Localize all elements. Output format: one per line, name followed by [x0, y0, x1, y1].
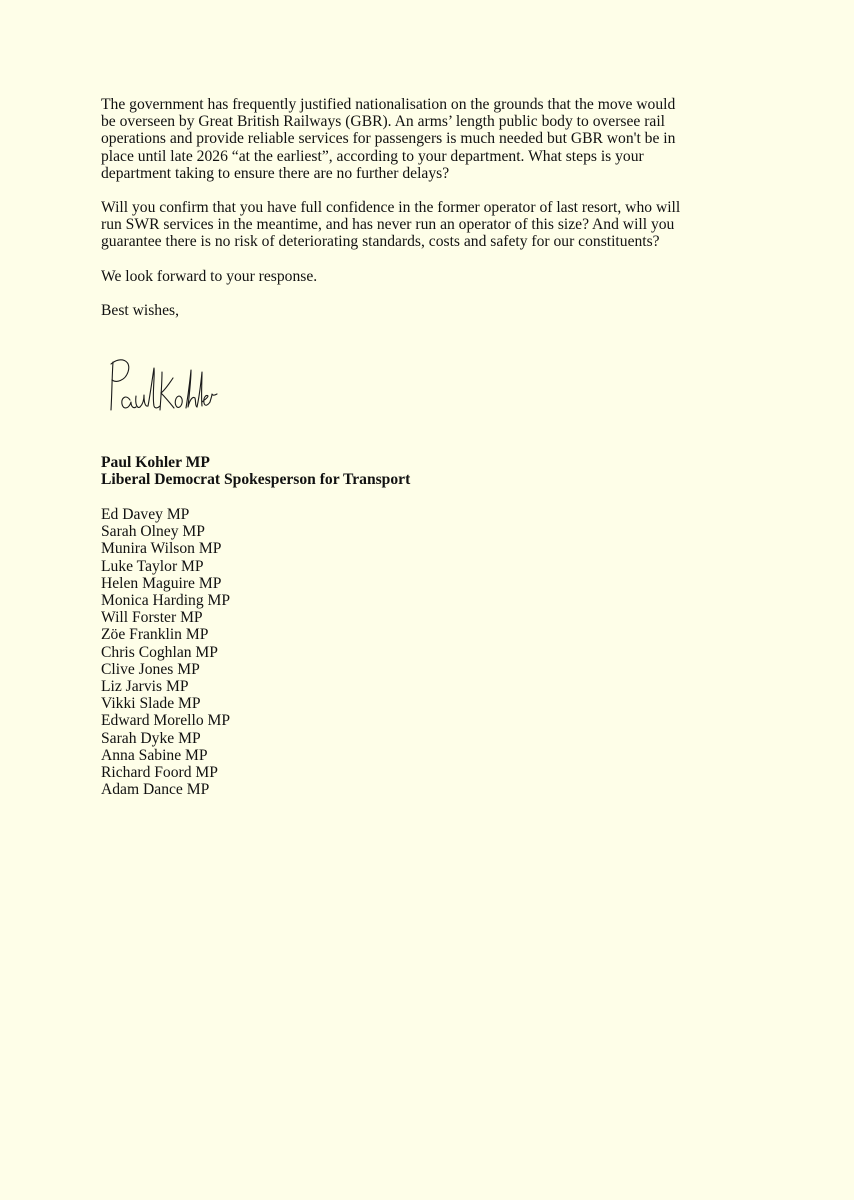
cosigner: Adam Dance MP [101, 781, 210, 799]
cosigner: Sarah Olney MP [101, 523, 205, 541]
cosigner: Helen Maguire MP [101, 574, 222, 592]
handwritten-signature [104, 352, 224, 420]
paragraph-line: department taking to ensure there are no further delays? [101, 164, 450, 182]
paragraph-line: The government has frequently justified nationalisation on the grounds that the move would [101, 96, 676, 113]
cosigner: Sarah Dyke MP [101, 729, 201, 747]
cosigner: Liz Jarvis MP [101, 678, 189, 696]
cosigner: Munira Wilson MP [101, 540, 222, 558]
paragraph-line: run SWR services in the meantime, and has never run an operator of this size? And will you [101, 216, 675, 234]
signer-name: Paul Kohler MP [101, 454, 210, 471]
cosigner: Richard Foord MP [101, 764, 218, 782]
paragraph-line: be overseen by Great British Railways (GBR). An arms’ length public body to oversee rail [101, 113, 665, 131]
signer-title: Liberal Democrat Spokesperson for Transport [101, 471, 411, 489]
paragraph-line: Will you confirm that you have full confidence in the former operator of last resort, who will [101, 199, 681, 217]
cosigner: Will Forster MP [101, 609, 203, 627]
paragraph-gbr-delays [101, 96, 761, 182]
paragraph-line: operations and provide reliable services for passengers is much needed but GBR won't be in [101, 130, 676, 148]
paragraph-operator-confidence [101, 199, 761, 251]
cosigner: Clive Jones MP [101, 660, 200, 678]
signer-block [101, 454, 410, 488]
paragraph-response [101, 268, 761, 285]
cosigner: Zöe Franklin MP [101, 626, 209, 644]
cosigner: Ed Davey MP [101, 506, 190, 523]
cosigner: Chris Coghlan MP [101, 643, 218, 661]
letter-body [101, 96, 761, 319]
cosigner: Vikki Slade MP [101, 695, 201, 713]
closing-salutation: Best wishes, [101, 301, 179, 319]
cosigner: Monica Harding MP [101, 592, 231, 610]
paragraph-line: place until late 2026 “at the earliest”, according to your department. What steps is your [101, 147, 644, 165]
cosigner: Edward Morello MP [101, 712, 231, 730]
paragraph-line: guarantee there is no risk of deteriorating standards, costs and safety for our constituents? [101, 233, 660, 251]
paragraph-line: We look forward to your response. [101, 267, 318, 285]
cosigner: Anna Sabine MP [101, 746, 208, 764]
cosigner-list [101, 506, 230, 798]
cosigner: Luke Taylor MP [101, 557, 204, 575]
